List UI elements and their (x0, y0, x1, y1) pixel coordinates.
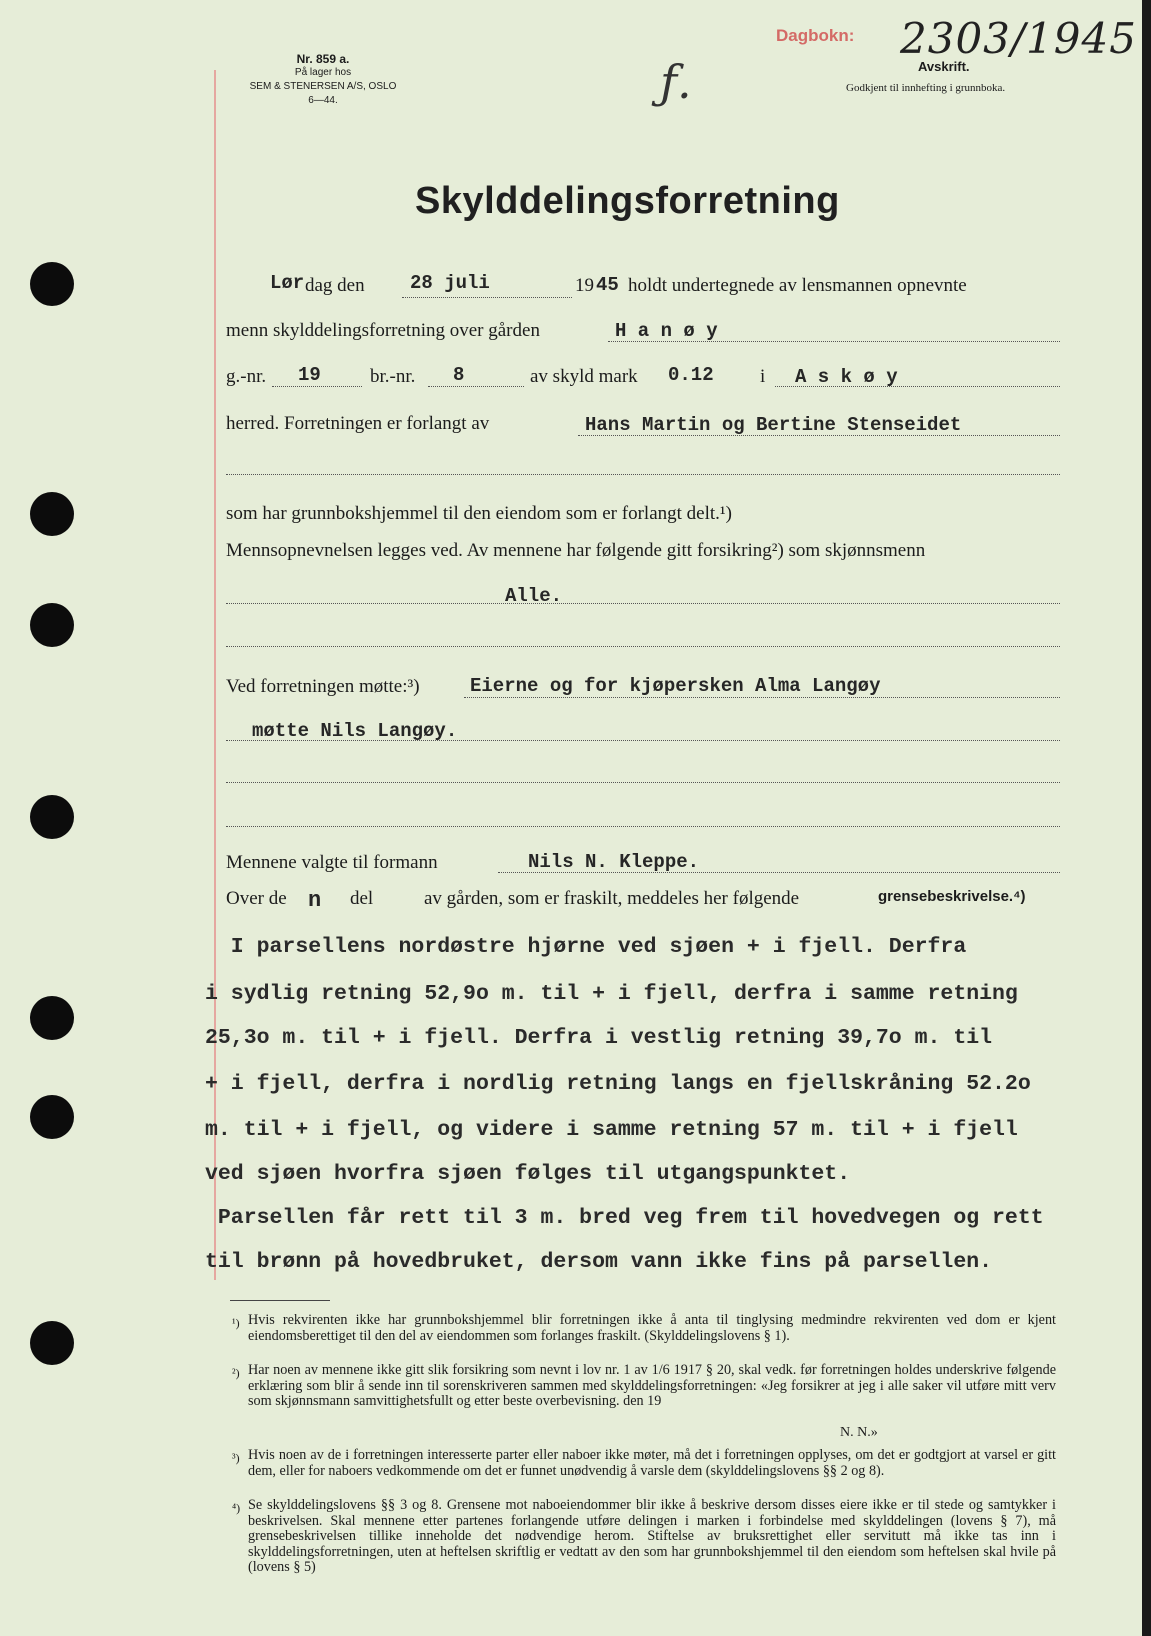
fill-line (402, 297, 572, 298)
form-label: i (760, 366, 766, 387)
printer-line: 6—44. (308, 95, 338, 106)
description-line: Parsellen får rett til 3 m. bred veg frem til hovedvegen og rett (205, 1206, 1044, 1230)
del-suffix: n (308, 888, 322, 913)
form-label: dag den (305, 275, 365, 296)
fill-line (578, 435, 1060, 436)
binder-hole (30, 262, 74, 306)
handwritten-initial: ƒ. (660, 55, 692, 109)
form-label: del (350, 888, 374, 909)
godkjent-note: Godkjent til innhefting i grunnboka. (846, 82, 1006, 94)
binder-hole (30, 1321, 74, 1365)
form-label: Ved forretningen møtte:³) (226, 676, 420, 697)
form-label: holdt undertegnede av lensmannen opnevnte (628, 275, 967, 296)
margin-rule (214, 70, 216, 1280)
skyld-value: 0.12 (668, 364, 714, 386)
printer-line: SEM & STENERSEN A/S, OSLO (249, 81, 397, 92)
form-label: Over de (226, 888, 287, 909)
date-value: 28 juli (410, 272, 490, 294)
year-value: 45 (596, 274, 619, 296)
grensebeskrivelse-label: grensebeskrivelse.⁴) (878, 888, 1026, 905)
form-label: br.-nr. (370, 366, 416, 387)
form-label: herred. Forretningen er forlangt av (226, 413, 490, 434)
fill-line (272, 386, 362, 387)
footnote-mark: ²) (232, 1366, 240, 1380)
description-line: ved sjøen hvorfra sjøen følges til utgangspunktet. (205, 1162, 851, 1186)
footnote-signature: N. N.» (840, 1425, 878, 1440)
fill-line (464, 697, 1060, 698)
description-line: I parsellens nordøstre hjørne ved sjøen + i fjell. Derfra (205, 935, 967, 959)
binder-hole (30, 1095, 74, 1139)
year-prefix: 19 (575, 275, 594, 296)
page-title: Skylddelingsforretning (415, 180, 840, 222)
form-label: Mennene valgte til formann (226, 852, 438, 873)
weekday-value: Lør (270, 272, 305, 294)
form-number: Nr. 859 a. (296, 52, 350, 66)
gnr-value: 19 (298, 364, 321, 386)
avskrift-label: Avskrift. (918, 59, 970, 74)
farm-value: H a n ø y (615, 320, 718, 342)
fill-line (775, 386, 1060, 387)
form-text: som har grunnbokshjemmel til den eiendom som er forlangt delt.¹) (226, 503, 732, 524)
footnote: Se skylddelingslovens §§ 3 og 8. Grensene mot naboeiendommer blir ikke å beskrive dersom disses eiere ikke er til stede og samtykker i beskrivelsen. Skal mennene etter partenes forlangende utføre delingen i marken i forbindelse med skylddelingen (lovens § 7), må grensebeskrivelsen tillike inneholde det nødvendige herom. Stiftelse av bruksrettighet eller servitutt må ikke tas inn i skylddelingsforretningen, uten at heftelsen skriftlig er vedtatt av den som har grunnbokshjemmel til den eiendom som heftelsen skal hvile på (lovens § 5) (248, 1497, 1056, 1576)
description-line: + i fjell, derfra i nordlig retning langs en fjellskråning 52.2o (205, 1072, 1031, 1096)
fill-line (226, 474, 1060, 475)
form-text: Mennsopnevnelsen legges ved. Av mennene har følgende gitt forsikring²) som skjønnsmenn (226, 540, 926, 561)
footnote: Hvis noen av de i forretningen interesserte parter eller naboer ikke møter, må det i forretningen opplyses, om det er godtgjort at varsel er gitt dem, eller for naboers vedkommende om det er funnet unødvendig å varsle dem (skylddelingslovens §§ 2 og 8). (248, 1447, 1056, 1479)
description-line: til brønn på hovedbruket, dersom vann ikke fins på parsellen. (205, 1250, 993, 1274)
attendance-value-cont: møtte Nils Langøy. (252, 720, 458, 742)
fill-line (226, 826, 1060, 827)
requester-value: Hans Martin og Bertine Stenseidet (585, 414, 962, 436)
printer-imprint (238, 52, 408, 108)
printer-line: På lager hos (294, 67, 352, 78)
form-label: av gården, som er fraskilt, meddeles her følgende (424, 888, 800, 909)
skjonnsmenn-value: Alle. (505, 585, 563, 607)
binder-hole (30, 603, 74, 647)
dagbok-stamp: Dagbokn: (776, 26, 855, 45)
fill-line (226, 740, 1060, 741)
fill-line (226, 782, 1060, 783)
description-line: m. til + i fjell, og videre i samme retning 57 m. til + i fjell (205, 1118, 1018, 1142)
footnote: Har noen av mennene ikke gitt slik forsikring som nevnt i lov nr. 1 av 1/6 1917 § 20, skal vedk. før forretningen holdes underskrive følgende erklæring som blir å sende inn til sorenskriveren sammen med skylddelingsforretningen: «Jeg forsikrer at jeg i alle saker vil utføre mitt verv som skjønnsmann samvittighetsfullt og etter beste overbevisning. den 19 (248, 1362, 1056, 1410)
fill-line (226, 603, 1060, 604)
fill-line (498, 872, 1060, 873)
binder-hole (30, 795, 74, 839)
footnote-mark: ³) (232, 1451, 240, 1465)
binder-hole (30, 492, 74, 536)
footnote: Hvis rekvirenten ikke har grunnbokshjemmel blir forretningen ikke å anta til tinglysing medmindre rekvirenten ved dom er kjent eiendomsberettiget til den del av eiendommen som forlanges fraskilt. (Skylddelingslovens § 1). (248, 1312, 1056, 1344)
form-label: menn skylddelingsforretning over gården (226, 320, 540, 341)
description-line: i sydlig retning 52,9o m. til + i fjell, derfra i samme retning (205, 982, 1018, 1006)
fill-line (428, 386, 524, 387)
kommune-value: A s k ø y (795, 366, 898, 388)
binder-hole (30, 996, 74, 1040)
footnote-mark: ⁴) (232, 1501, 241, 1515)
footnote-rule (230, 1300, 330, 1301)
fill-line (226, 646, 1060, 647)
bnr-value: 8 (453, 364, 465, 386)
attendance-value: Eierne og for kjøpersken Alma Langøy (470, 675, 881, 697)
form-label: g.-nr. (226, 366, 267, 387)
journal-number: 2303/1945 (900, 14, 1137, 63)
footnote-mark: ¹) (232, 1316, 240, 1330)
fill-line (608, 341, 1060, 342)
form-label: av skyld mark (530, 366, 638, 387)
formann-value: Nils N. Kleppe. (528, 851, 700, 873)
description-line: 25,3o m. til + i fjell. Derfra i vestlig retning 39,7o m. til (205, 1026, 993, 1050)
